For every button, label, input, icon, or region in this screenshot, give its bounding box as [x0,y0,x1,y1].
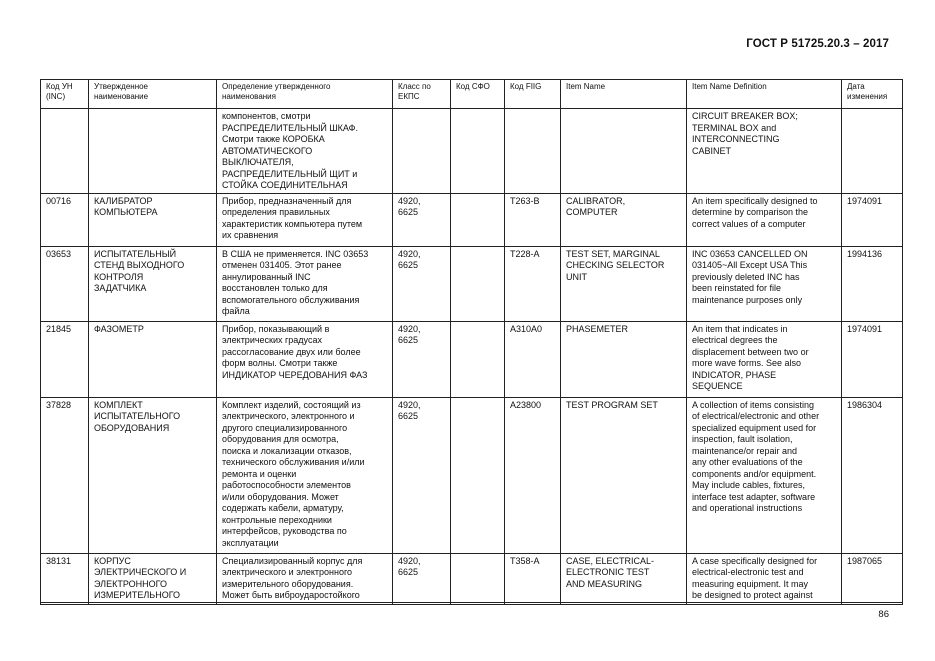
cell-fiig-code: A23800 [505,397,561,553]
cell-inc-code: 00716 [41,193,89,246]
cell-approved-name: КАЛИБРАТОР КОМПЬЮТЕРА [89,193,217,246]
cell-fiig-code: T358-A [505,553,561,604]
cell-ekps-class [393,109,451,194]
cell-change-date [842,109,903,194]
cell-sfo-code [451,246,505,321]
cell-approved-definition: компонентов, смотри РАСПРЕДЕЛИТЕЛЬНЫЙ ШКАФ. Смотри также КОРОБКА АВТОМАТИЧЕСКОГО ВЫКЛЮЧАТЕЛЯ, РАСПРЕДЕЛИТЕЛЬНЫЙ ЩИТ и СТОЙКА СОЕДИНИТЕЛЬНАЯ [217,109,393,194]
cell-sfo-code [451,109,505,194]
table-row [41,193,903,246]
cell-inc-code: 21845 [41,321,89,397]
col-header-change-date: Дата изменения [842,80,903,109]
col-header-approved-definition: Определение утвержденного наименования [217,80,393,109]
cell-ekps-class: 4920, 6625 [393,246,451,321]
cell-approved-definition: Прибор, показывающий в электрических градусах рассогласование двух или более форм волны. Смотри также ИНДИКАТОР ЧЕРЕДОВАНИЯ ФАЗ [217,321,393,397]
cell-inc-code: 03653 [41,246,89,321]
cell-fiig-code: A310A0 [505,321,561,397]
cell-change-date: 1994136 [842,246,903,321]
cell-fiig-code: T263-B [505,193,561,246]
cell-ekps-class: 4920, 6625 [393,193,451,246]
inc-table [40,79,903,605]
cell-approved-name: КОМПЛЕКТ ИСПЫТАТЕЛЬНОГО ОБОРУДОВАНИЯ [89,397,217,553]
cell-approved-definition: Комплект изделий, состоящий из электрического, электронного и другого специализированного оборудования для осмотра, поиска и локализации отказов, технического обслуживания и/или ремонта и оценки работоспособности элементов и/или оборудования. Может содержать кабели, арматуру, контрольные переходники интерфейсов, руководства по эксплуатации [217,397,393,553]
cell-inc-code: 38131 [41,553,89,604]
table-row [41,109,903,194]
cell-item-name-definition: CIRCUIT BREAKER BOX; TERMINAL BOX and INTERCONNECTING CABINET [687,109,842,194]
cell-ekps-class: 4920, 6625 [393,397,451,553]
cell-item-name [561,109,687,194]
cell-inc-code [41,109,89,194]
cell-sfo-code [451,553,505,604]
col-header-inc-code: Код УН (INC) [41,80,89,109]
col-header-ekps-class: Класс по ЕКПС [393,80,451,109]
table-bottom-rule [40,602,903,603]
col-header-item-name: Item Name [561,80,687,109]
cell-approved-name: ИСПЫТАТЕЛЬНЫЙ СТЕНД ВЫХОДНОГО КОНТРОЛЯ ЗАДАТЧИКА [89,246,217,321]
cell-item-name: TEST PROGRAM SET [561,397,687,553]
cell-approved-definition: Прибор, предназначенный для определения правильных характеристик компьютера путем их сравнения [217,193,393,246]
cell-change-date: 1986304 [842,397,903,553]
cell-item-name-definition: An item that indicates in electrical degrees the displacement between two or more wave forms. See also INDICATOR, PHASE SEQUENCE [687,321,842,397]
cell-change-date: 1987065 [842,553,903,604]
cell-item-name-definition: A collection of items consisting of electrical/electronic and other specialized equipment used for inspection, fault isolation, maintenance/or repair and any other evaluations of the components and/or equipment. May include cables, fixtures, interface test adapter, software and operational instructions [687,397,842,553]
cell-sfo-code [451,193,505,246]
cell-approved-definition: Специализированный корпус для электрического и электронного измерительного оборудования. Может быть виброударостойкого [217,553,393,604]
cell-fiig-code: T228-A [505,246,561,321]
table-row [41,553,903,604]
cell-sfo-code [451,321,505,397]
cell-approved-definition: В США не применяется. INC 03653 отменен 031405. Этот ранее аннулированный INC восстановлен только для вспомогательного обслуживания файла [217,246,393,321]
cell-change-date: 1974091 [842,193,903,246]
col-header-fiig-code: Код FIIG [505,80,561,109]
table-header-row [41,80,903,109]
cell-item-name-definition: A case specifically designed for electrical-electronic test and measuring equipment. It may be designed to protect against [687,553,842,604]
cell-change-date: 1974091 [842,321,903,397]
cell-sfo-code [451,397,505,553]
table-row [41,321,903,397]
cell-fiig-code [505,109,561,194]
page-number: 86 [878,609,889,620]
col-header-sfo-code: Код СФО [451,80,505,109]
cell-item-name: TEST SET, MARGINAL CHECKING SELECTOR UNIT [561,246,687,321]
col-header-approved-name: Утвержденное наименование [89,80,217,109]
cell-item-name-definition: An item specifically designed to determine by comparison the correct values of a computer [687,193,842,246]
cell-approved-name: КОРПУС ЭЛЕКТРИЧЕСКОГО И ЭЛЕКТРОННОГО ИЗМЕРИТЕЛЬНОГО [89,553,217,604]
document-header: ГОСТ Р 51725.20.3 – 2017 [746,38,889,50]
cell-item-name-definition: INC 03653 CANCELLED ON 031405~All Except USA This previously deleted INC has been reinstated for file maintenance purposes only [687,246,842,321]
table-row [41,246,903,321]
table-row [41,397,903,553]
cell-approved-name: ФАЗОМЕТР [89,321,217,397]
cell-ekps-class: 4920, 6625 [393,321,451,397]
cell-item-name: CASE, ELECTRICAL- ELECTRONIC TEST AND MEASURING [561,553,687,604]
cell-ekps-class: 4920, 6625 [393,553,451,604]
cell-approved-name [89,109,217,194]
cell-item-name: CALIBRATOR, COMPUTER [561,193,687,246]
col-header-item-name-definition: Item Name Definition [687,80,842,109]
cell-item-name: PHASEMETER [561,321,687,397]
cell-inc-code: 37828 [41,397,89,553]
